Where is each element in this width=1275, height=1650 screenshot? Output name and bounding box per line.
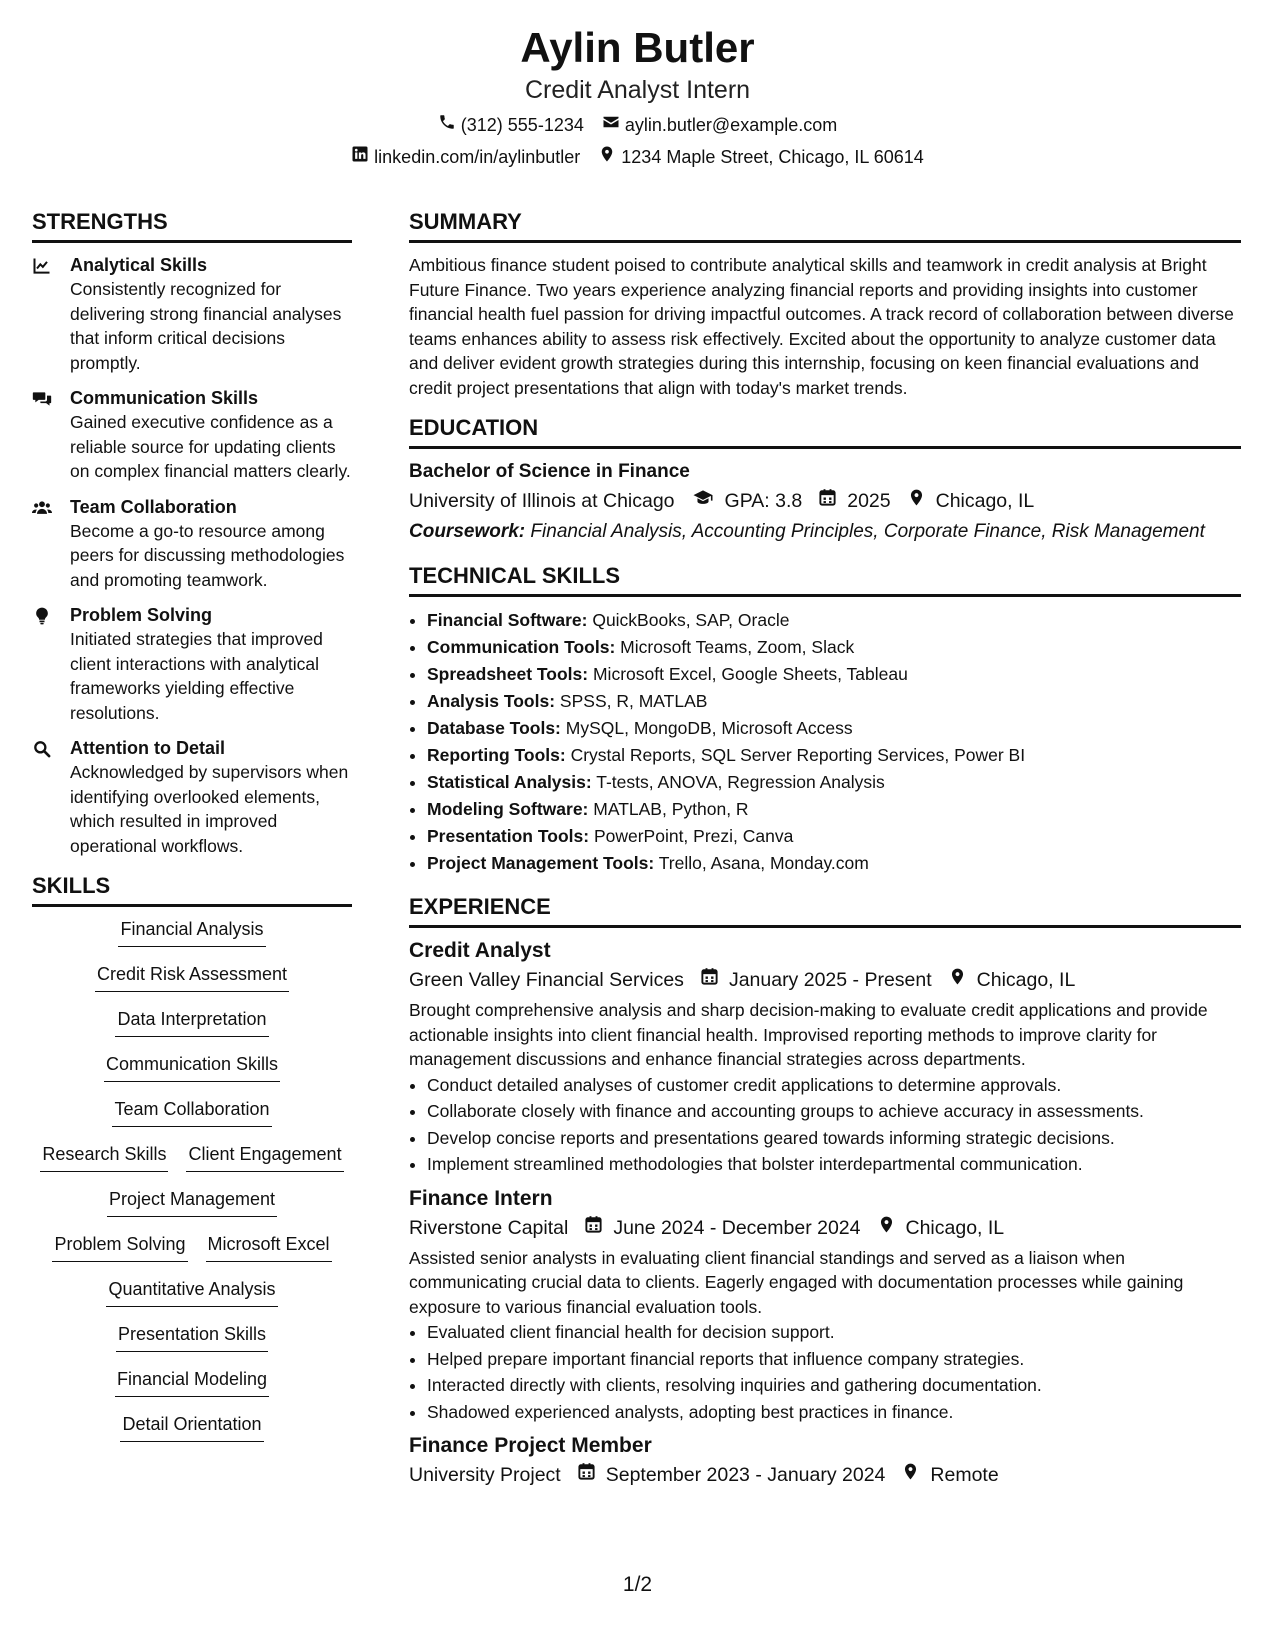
skill-tag: Financial Modeling [115, 1367, 269, 1397]
school-location: Chicago, IL [935, 490, 1035, 512]
job-dates: June 2024 - December 2024 [613, 1216, 861, 1239]
job-meta [409, 1461, 1241, 1489]
job-meta [409, 1214, 1241, 1242]
company-name: University Project [409, 1464, 561, 1486]
calendar-icon [700, 966, 719, 994]
list-item: • Develop concise reports and presentations geared towards informing strategic decisions. [427, 1125, 1241, 1152]
map-marker-icon [877, 1214, 896, 1242]
job-dates: September 2023 - January 2024 [605, 1464, 886, 1486]
education-meta [409, 487, 1241, 515]
job-title: Credit Analyst [409, 939, 551, 962]
strength-item [32, 386, 352, 484]
street-address: 1234 Maple Street, Chicago, IL 60614 [621, 147, 924, 167]
degree-title: Bachelor of Science in Finance [409, 461, 690, 482]
list-item: • Presentation Tools: PowerPoint, Prezi, Canva [427, 823, 1241, 850]
skill-tag: Credit Risk Assessment [95, 962, 289, 992]
list-item: • Communication Tools: Microsoft Teams, Zoom, Slack [427, 634, 1241, 661]
strength-item [32, 253, 352, 375]
job-dates: January 2025 - Present [728, 969, 932, 991]
strength-description: Become a go-to resource among peers for discussing methodologies and promoting teamwork. [70, 520, 345, 590]
job-description: Assisted senior analysts in evaluating client financial standings and served as a liaison when communicating crucial data to clients. Eagerly engaged with documentation processes while gaining exposure to various financial evaluation tools. [409, 1247, 1184, 1317]
search-icon [32, 736, 60, 858]
strength-title: Problem Solving [70, 605, 213, 625]
comments-icon [32, 386, 60, 484]
job-location: Chicago, IL [905, 1216, 1005, 1239]
skill-tag: Team Collaboration [112, 1097, 271, 1127]
job-location: Remote [930, 1464, 999, 1486]
skill-tag: Project Management [107, 1187, 277, 1217]
graduation-year: 2025 [847, 490, 891, 512]
linkedin-contact[interactable] [351, 145, 580, 169]
list-item: • Statistical Analysis: T-tests, ANOVA, Regression Analysis [427, 769, 1241, 796]
coursework-list: Financial Analysis, Accounting Principles, Corporate Finance, Risk Management [530, 521, 1205, 542]
address-contact [598, 145, 924, 169]
skills-list [32, 917, 352, 1457]
calendar-icon [584, 1214, 603, 1242]
job-location: Chicago, IL [976, 969, 1076, 991]
envelope-icon [602, 113, 620, 137]
strength-item [32, 603, 352, 725]
strength-title: Analytical Skills [70, 255, 208, 275]
graduation-cap-icon [691, 487, 715, 515]
list-item: • Shadowed experienced analysts, adopting best practices in finance. [427, 1399, 1241, 1426]
school-name: University of Illinois at Chicago [409, 490, 675, 512]
left-column [32, 208, 352, 1457]
skill-tag: Client Engagement [186, 1142, 343, 1172]
experience-heading: EXPERIENCE [409, 893, 1241, 928]
skill-tag: Financial Analysis [118, 917, 265, 947]
users-icon [32, 495, 60, 593]
list-item: • Project Management Tools: Trello, Asana, Monday.com [427, 850, 1241, 877]
list-item: • Spreadsheet Tools: Microsoft Excel, Google Sheets, Tableau [427, 661, 1241, 688]
job-description: Brought comprehensive analysis and sharp decision-making to evaluate credit applications and provide actionable insights into client financial health. Improvised reporting methods to improve clarity for management discussions and enhance financial strategies across departments. [409, 1000, 1208, 1069]
list-item: • Evaluated client financial health for decision support. [427, 1319, 1241, 1346]
job-bullets [409, 1319, 1241, 1425]
skills-heading: SKILLS [32, 872, 352, 907]
chart-line-icon [32, 253, 60, 375]
skill-tag: Communication Skills [104, 1052, 280, 1082]
map-marker-icon [948, 966, 967, 994]
linkedin-url[interactable]: linkedin.com/in/aylinbutler [374, 147, 581, 167]
page-number: 1/2 [622, 1573, 653, 1596]
candidate-title: Credit Analyst Intern [524, 76, 751, 104]
email-contact[interactable] [602, 113, 837, 137]
skill-tag: Quantitative Analysis [106, 1277, 277, 1307]
map-marker-icon [598, 145, 616, 169]
skill-tag: Problem Solving [52, 1232, 187, 1262]
list-item: • Database Tools: MySQL, MongoDB, Microsoft Access [427, 715, 1241, 742]
technical-skills-heading: TECHNICAL SKILLS [409, 562, 1241, 597]
skill-tag: Presentation Skills [116, 1322, 268, 1352]
company-name: Riverstone Capital [409, 1216, 569, 1239]
list-item: • Analysis Tools: SPSS, R, MATLAB [427, 688, 1241, 715]
strength-title: Communication Skills [70, 388, 259, 408]
list-item: • Collaborate closely with finance and accounting groups to achieve accuracy in assessments. [427, 1098, 1241, 1125]
summary-heading: SUMMARY [409, 208, 1241, 243]
map-marker-icon [901, 1461, 920, 1489]
skill-tag: Data Interpretation [115, 1007, 268, 1037]
gpa-value: GPA: 3.8 [724, 490, 803, 512]
list-item: • Financial Software: QuickBooks, SAP, Oracle [427, 607, 1241, 634]
coursework [409, 519, 1241, 544]
list-item: • Conduct detailed analyses of customer credit applications to determine approvals. [427, 1072, 1241, 1099]
skill-tag: Detail Orientation [120, 1412, 263, 1442]
job-bullets [409, 1072, 1241, 1178]
strength-description: Consistently recognized for delivering strong financial analyses that inform critical decisions promptly. [70, 279, 342, 373]
phone-number: (312) 555-1234 [460, 115, 584, 135]
contact-info [0, 113, 1275, 169]
coursework-label: Coursework: [409, 521, 526, 542]
map-marker-icon [907, 487, 926, 515]
strengths-heading: STRENGTHS [32, 208, 352, 243]
technical-skills-list [409, 607, 1241, 877]
calendar-icon [577, 1461, 596, 1489]
strength-item [32, 495, 352, 593]
skill-tag: Research Skills [40, 1142, 168, 1172]
job-title: Finance Project Member [409, 1434, 652, 1457]
phone-contact [438, 113, 584, 137]
resume-header [0, 22, 1275, 177]
right-column [409, 208, 1241, 1493]
calendar-icon [818, 487, 837, 515]
strength-description: Initiated strategies that improved client interactions with analytical frameworks yielding effective resolutions. [70, 629, 323, 723]
strength-title: Attention to Detail [70, 738, 225, 758]
list-item: • Implement streamlined methodologies that bolster interdepartmental communication. [427, 1151, 1241, 1178]
strength-description: Gained executive confidence as a reliable source for updating clients on complex financial matters clearly. [70, 412, 351, 481]
company-name: Green Valley Financial Services [409, 969, 684, 991]
email-address[interactable]: aylin.butler@example.com [624, 115, 838, 135]
phone-icon [438, 113, 456, 137]
summary-text: Ambitious finance student poised to contribute analytical skills and teamwork in credit analysis at Bright Future Finance. Two years experience analyzing financial reports and providing insights into customer financial health fuel passion for driving impactful outcomes. A track record of collaboration between diverse teams enhances ability to assess risk effectively. Excited about the opportunity to analyze customer data and deliver evident growth strategies during this internship, focusing on keen financial evaluations and credit project presentations that align with today's market trends. [409, 255, 1234, 398]
candidate-name: Aylin Butler [520, 24, 755, 71]
lightbulb-icon [32, 603, 60, 725]
skill-tag: Microsoft Excel [206, 1232, 332, 1262]
job-meta [409, 966, 1241, 994]
education-heading: EDUCATION [409, 414, 1241, 449]
list-item: • Helped prepare important financial reports that influence company strategies. [427, 1346, 1241, 1373]
strength-description: Acknowledged by supervisors when identifying overlooked elements, which resulted in improved operational workflows. [70, 762, 349, 856]
list-item: • Modeling Software: MATLAB, Python, R [427, 796, 1241, 823]
list-item: • Interacted directly with clients, resolving inquiries and gathering documentation. [427, 1372, 1241, 1399]
job-title: Finance Intern [409, 1186, 553, 1210]
list-item: • Reporting Tools: Crystal Reports, SQL Server Reporting Services, Power BI [427, 742, 1241, 769]
strength-title: Team Collaboration [70, 496, 237, 517]
strength-item [32, 736, 352, 858]
linkedin-icon [351, 145, 369, 169]
